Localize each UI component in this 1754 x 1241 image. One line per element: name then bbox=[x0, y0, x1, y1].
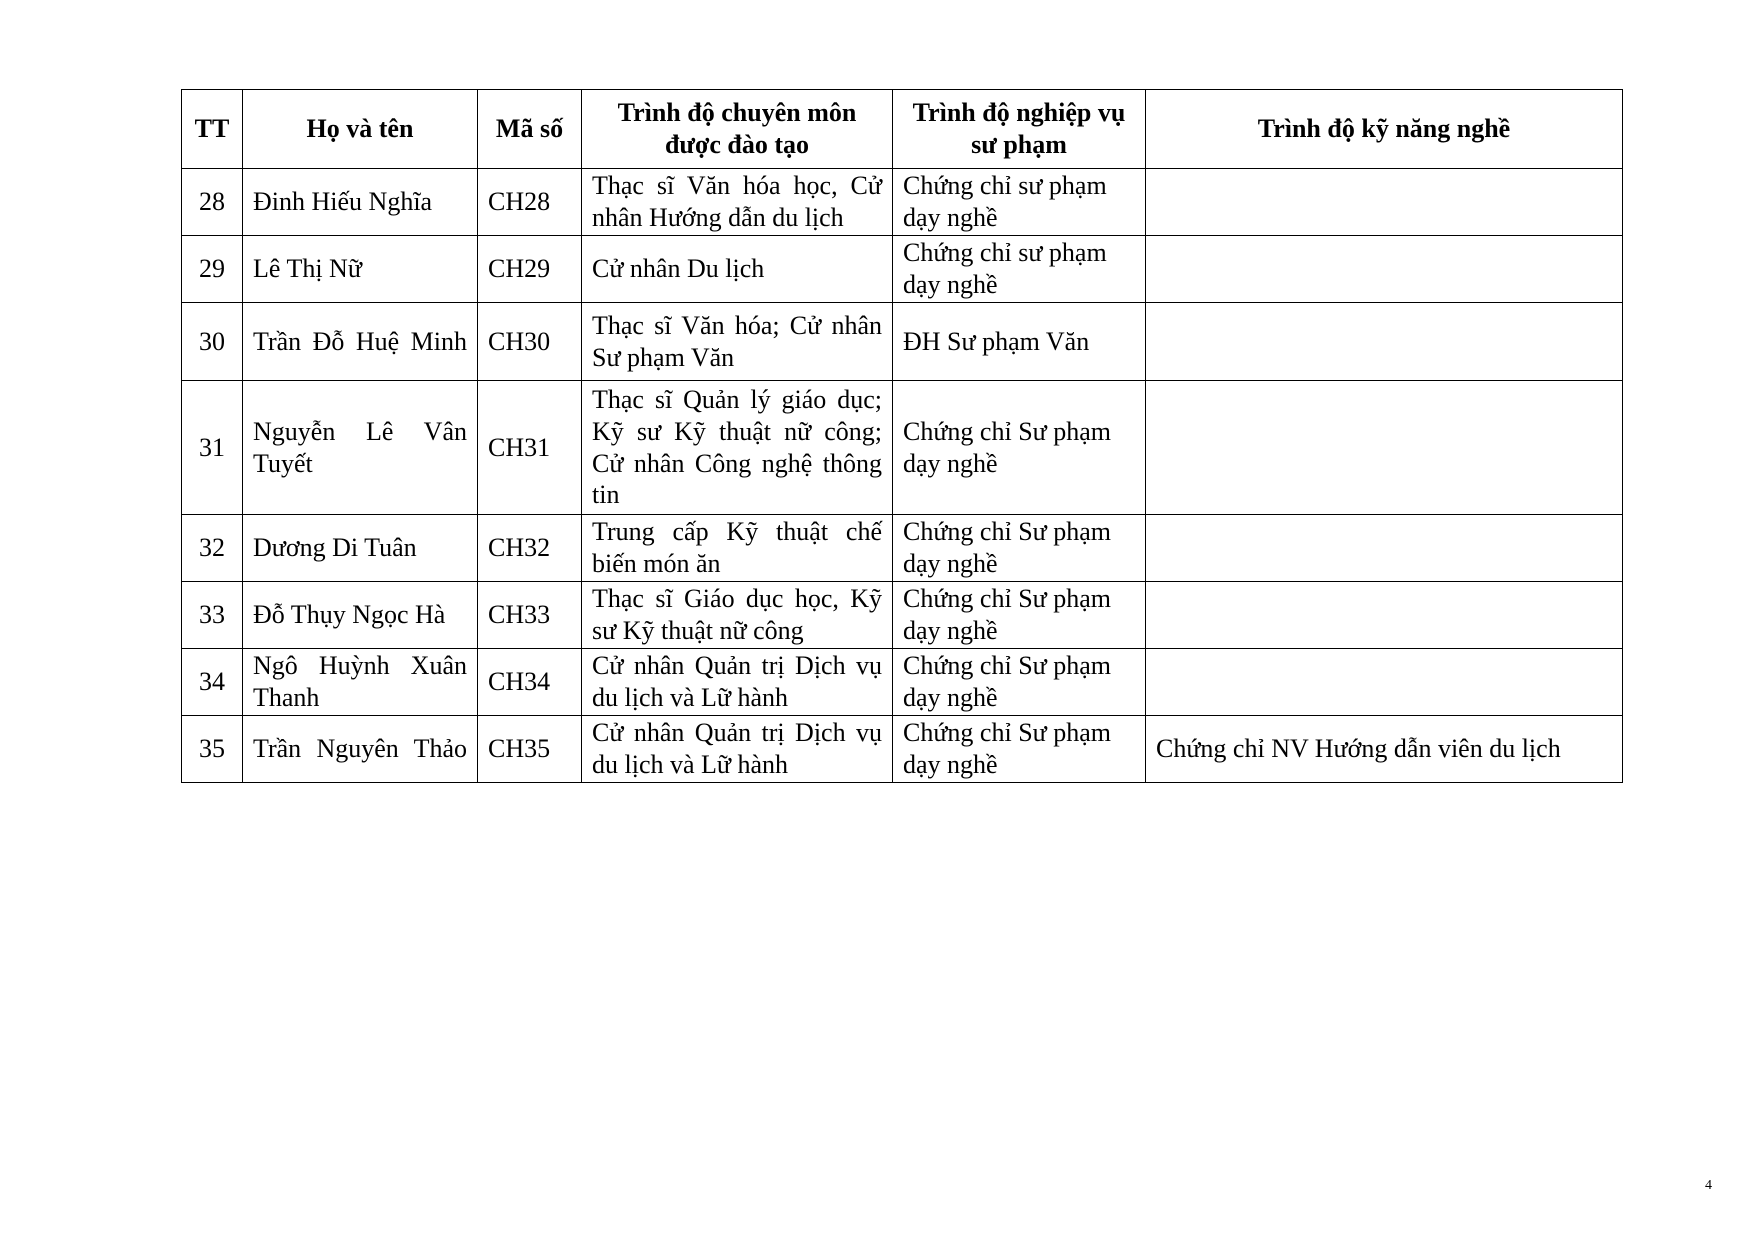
cell-code: CH33 bbox=[478, 582, 582, 649]
cell-name: Trần Nguyên Thảo bbox=[243, 716, 478, 783]
cell-tt: 30 bbox=[182, 303, 243, 381]
cell-tt: 33 bbox=[182, 582, 243, 649]
cell-training: Cử nhân Du lịch bbox=[582, 236, 893, 303]
header-code: Mã số bbox=[478, 90, 582, 169]
cell-training: Thạc sĩ Giáo dục học, Kỹ sư Kỹ thuật nữ công bbox=[582, 582, 893, 649]
cell-training: Cử nhân Quản trị Dịch vụ du lịch và Lữ hành bbox=[582, 716, 893, 783]
cell-code: CH31 bbox=[478, 381, 582, 515]
cell-name: Nguyễn Lê Vân Tuyết bbox=[243, 381, 478, 515]
header-training: Trình độ chuyên môn được đào tạo bbox=[582, 90, 893, 169]
cell-pedagogy: Chứng chỉ Sư phạm dạy nghề bbox=[893, 381, 1146, 515]
cell-training: Trung cấp Kỹ thuật chế biến món ăn bbox=[582, 515, 893, 582]
table-row bbox=[182, 515, 1623, 582]
cell-code: CH32 bbox=[478, 515, 582, 582]
table-row bbox=[182, 649, 1623, 716]
cell-name: Lê Thị Nữ bbox=[243, 236, 478, 303]
header-name: Họ và tên bbox=[243, 90, 478, 169]
cell-skill bbox=[1146, 649, 1623, 716]
cell-skill: Chứng chỉ NV Hướng dẫn viên du lịch bbox=[1146, 716, 1623, 783]
header-skill: Trình độ kỹ năng nghề bbox=[1146, 90, 1623, 169]
cell-tt: 35 bbox=[182, 716, 243, 783]
table-row bbox=[182, 716, 1623, 783]
cell-tt: 29 bbox=[182, 236, 243, 303]
table-row bbox=[182, 303, 1623, 381]
cell-tt: 28 bbox=[182, 169, 243, 236]
cell-name: Ngô Huỳnh Xuân Thanh bbox=[243, 649, 478, 716]
header-tt: TT bbox=[182, 90, 243, 169]
cell-pedagogy: ĐH Sư phạm Văn bbox=[893, 303, 1146, 381]
cell-code: CH29 bbox=[478, 236, 582, 303]
staff-qualification-table bbox=[181, 89, 1623, 783]
cell-code: CH34 bbox=[478, 649, 582, 716]
page-number: 4 bbox=[1705, 1178, 1712, 1193]
cell-tt: 32 bbox=[182, 515, 243, 582]
cell-name: Đinh Hiếu Nghĩa bbox=[243, 169, 478, 236]
cell-pedagogy: Chứng chỉ Sư phạm dạy nghề bbox=[893, 649, 1146, 716]
table-row bbox=[182, 582, 1623, 649]
cell-tt: 34 bbox=[182, 649, 243, 716]
cell-training: Thạc sĩ Văn hóa; Cử nhân Sư phạm Văn bbox=[582, 303, 893, 381]
cell-skill bbox=[1146, 515, 1623, 582]
cell-pedagogy: Chứng chỉ sư phạm dạy nghề bbox=[893, 236, 1146, 303]
cell-name: Dương Di Tuân bbox=[243, 515, 478, 582]
header-pedagogy: Trình độ nghiệp vụ sư phạm bbox=[893, 90, 1146, 169]
cell-code: CH30 bbox=[478, 303, 582, 381]
cell-pedagogy: Chứng chỉ sư phạm dạy nghề bbox=[893, 169, 1146, 236]
cell-name: Đỗ Thụy Ngọc Hà bbox=[243, 582, 478, 649]
cell-skill bbox=[1146, 582, 1623, 649]
cell-name: Trần Đỗ Huệ Minh bbox=[243, 303, 478, 381]
cell-tt: 31 bbox=[182, 381, 243, 515]
cell-training: Cử nhân Quản trị Dịch vụ du lịch và Lữ hành bbox=[582, 649, 893, 716]
table-header-row bbox=[182, 90, 1623, 169]
cell-pedagogy: Chứng chỉ Sư phạm dạy nghề bbox=[893, 515, 1146, 582]
cell-training: Thạc sĩ Văn hóa học, Cử nhân Hướng dẫn du lịch bbox=[582, 169, 893, 236]
cell-pedagogy: Chứng chỉ Sư phạm dạy nghề bbox=[893, 716, 1146, 783]
table-row bbox=[182, 381, 1623, 515]
cell-training: Thạc sĩ Quản lý giáo dục; Kỹ sư Kỹ thuật nữ công; Cử nhân Công nghệ thông tin bbox=[582, 381, 893, 515]
cell-skill bbox=[1146, 236, 1623, 303]
cell-code: CH28 bbox=[478, 169, 582, 236]
cell-skill bbox=[1146, 303, 1623, 381]
cell-code: CH35 bbox=[478, 716, 582, 783]
table-row bbox=[182, 236, 1623, 303]
cell-skill bbox=[1146, 381, 1623, 515]
cell-pedagogy: Chứng chỉ Sư phạm dạy nghề bbox=[893, 582, 1146, 649]
table-row bbox=[182, 169, 1623, 236]
cell-skill bbox=[1146, 169, 1623, 236]
